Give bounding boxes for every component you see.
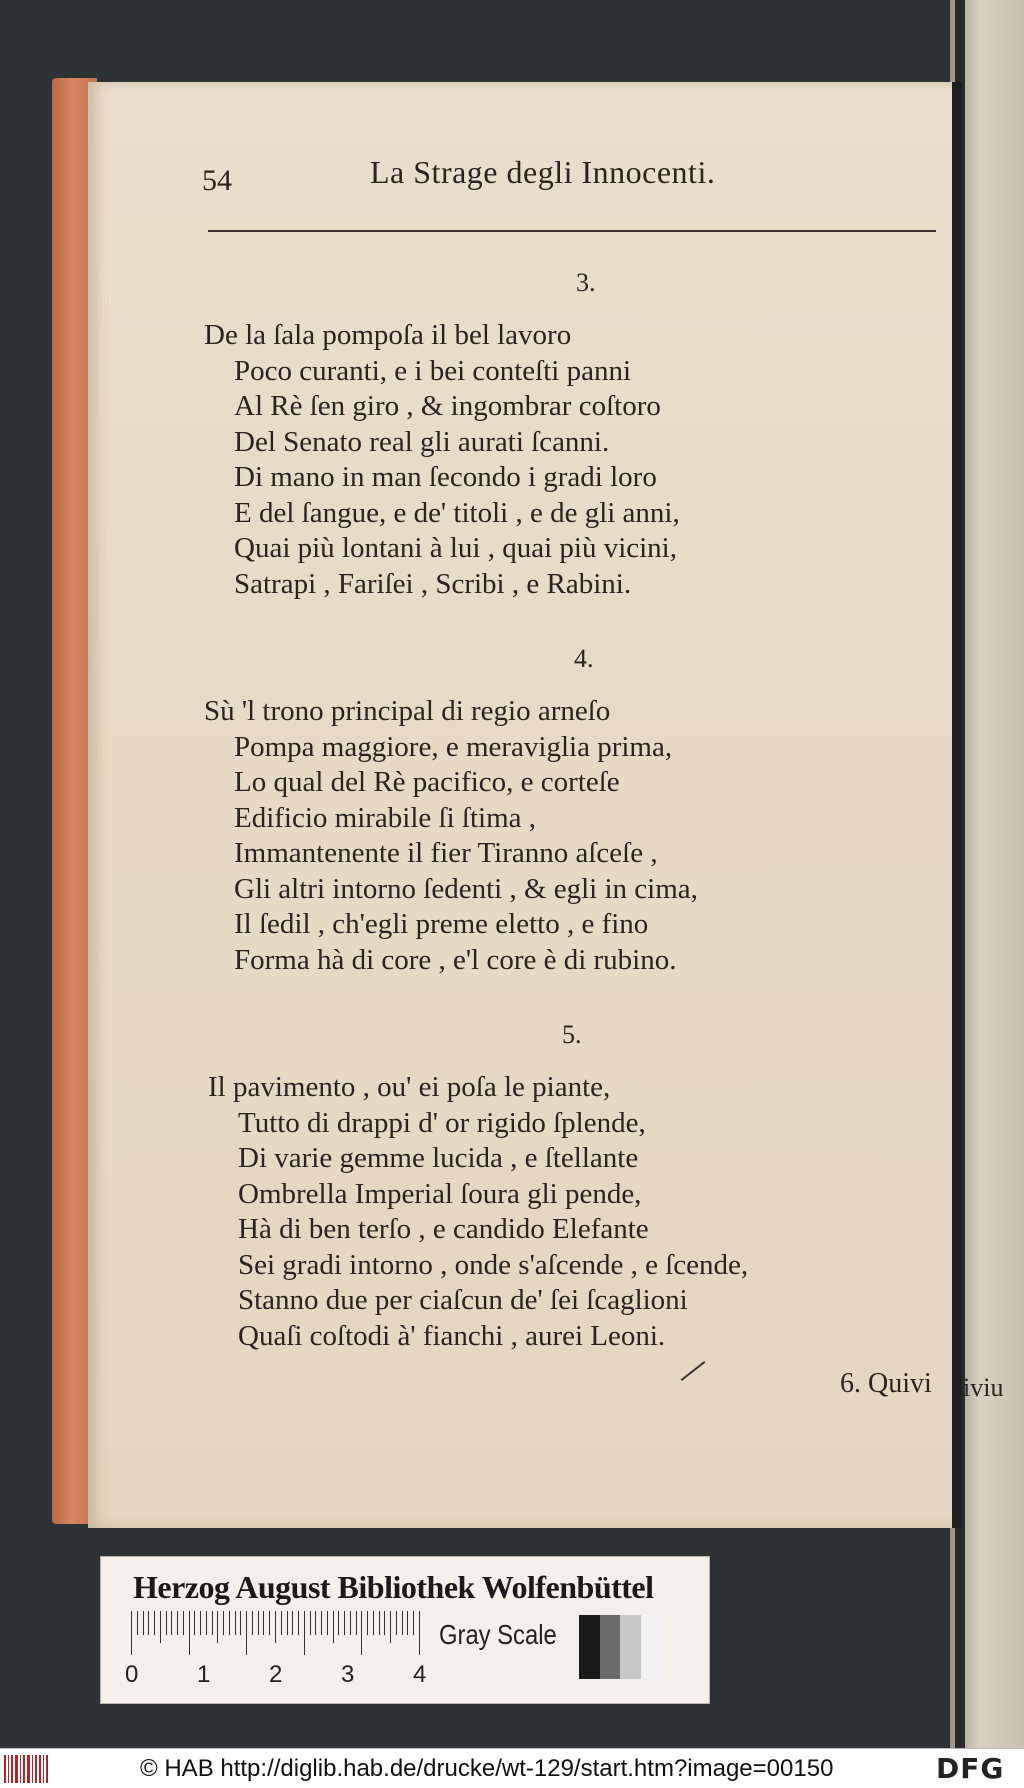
verse-line: Il pavimento , ou' ei poſa le piante, bbox=[208, 1071, 611, 1103]
verse-line: Quai più lontani à lui , quai più vicini, bbox=[234, 532, 677, 564]
ruler-tick bbox=[131, 1611, 132, 1655]
ruler-tick bbox=[240, 1611, 241, 1635]
ruler-tick bbox=[148, 1611, 149, 1635]
ruler-tick bbox=[235, 1611, 236, 1635]
scale-label: 3 bbox=[341, 1661, 355, 1688]
ruler-tick bbox=[327, 1611, 328, 1635]
ruler-tick bbox=[373, 1611, 374, 1635]
ruler-tick bbox=[183, 1611, 184, 1635]
verse-line: Poco curanti, e i bei conteſti panni bbox=[234, 354, 632, 387]
hab-barcode-logo-icon bbox=[4, 1755, 48, 1783]
stanza-4 bbox=[204, 694, 698, 978]
verse-line: Hà di ben terſo , e candido Elefante bbox=[238, 1213, 649, 1245]
verse-line: Pompa maggiore, e meraviglia prima, bbox=[234, 730, 673, 763]
ruler-tick bbox=[160, 1611, 161, 1643]
book-page bbox=[88, 82, 958, 1528]
scale-label: 4 bbox=[413, 1661, 427, 1688]
gray-scale-label: Gray Scale bbox=[439, 1619, 557, 1650]
ruler-tick bbox=[396, 1611, 397, 1635]
stanza-number: 4. bbox=[574, 644, 594, 673]
verse-line: Edificio mirabile ſi ſtima , bbox=[234, 801, 537, 834]
scale-ruler bbox=[131, 1611, 421, 1655]
gray-swatch bbox=[620, 1615, 641, 1679]
ruler-tick bbox=[356, 1611, 357, 1635]
ruler-tick bbox=[379, 1611, 380, 1635]
ruler-tick bbox=[189, 1611, 190, 1655]
ruler-tick bbox=[287, 1611, 288, 1635]
verse-line: Lo qual del Rè pacifico, e corteſe bbox=[234, 766, 620, 798]
ruler-tick bbox=[137, 1611, 138, 1635]
header-rule bbox=[208, 230, 936, 232]
gray-swatch bbox=[641, 1615, 662, 1679]
ruler-tick bbox=[413, 1611, 414, 1635]
verse-line: Del Senato real gli aurati ſcanni. bbox=[234, 425, 610, 458]
ruler-tick bbox=[143, 1611, 144, 1635]
ruler-tick bbox=[212, 1611, 213, 1635]
verse-line: Sù 'l trono principal di regio arneſo bbox=[204, 695, 611, 727]
ruler-tick bbox=[258, 1611, 259, 1635]
ruler-tick bbox=[200, 1611, 201, 1635]
stanza-number: 5. bbox=[562, 1020, 582, 1049]
ruler-tick bbox=[229, 1611, 230, 1635]
verse-line: Ombrella Imperial ſoura gli pende, bbox=[238, 1177, 642, 1210]
ruler-tick bbox=[263, 1611, 264, 1635]
dfg-logo: DFG bbox=[936, 1752, 1005, 1785]
gray-swatch bbox=[579, 1615, 600, 1679]
facing-page-fragment: iviu bbox=[963, 1373, 1004, 1402]
stanza-3 bbox=[204, 318, 680, 602]
verse-line: De la ſala pompoſa il bel lavoro bbox=[204, 319, 572, 351]
verse-line: Stanno due per ciaſcun de' ſei ſcaglioni bbox=[238, 1284, 688, 1316]
ruler-tick bbox=[321, 1611, 322, 1635]
page-gutter bbox=[952, 82, 962, 1528]
scale-labels bbox=[125, 1661, 425, 1691]
ruler-tick bbox=[292, 1611, 293, 1635]
ruler-tick bbox=[217, 1611, 218, 1643]
gray-scale-swatches bbox=[579, 1615, 661, 1679]
ruler-tick bbox=[333, 1611, 334, 1643]
stanza-5 bbox=[208, 1070, 748, 1354]
verse-line: Forma hà di core , e'l core è di rubino. bbox=[234, 943, 677, 976]
verse-line: Satrapi , Fariſei , Scribi , e Rabini. bbox=[234, 567, 632, 600]
verse-line: Immantenente il fier Tiranno aſceſe , bbox=[234, 837, 658, 869]
scale-label: 1 bbox=[197, 1661, 211, 1688]
verse-line: E del ſangue, e de' titoli , e de gli anni, bbox=[234, 496, 680, 529]
ruler-tick bbox=[269, 1611, 270, 1635]
ruler-tick bbox=[298, 1611, 299, 1635]
catchword: 6. Quivi bbox=[840, 1368, 932, 1399]
verse-line: Il ſedil , ch'egli preme eletto , e fino bbox=[234, 908, 649, 940]
ruler-tick bbox=[402, 1611, 403, 1635]
ruler-tick bbox=[310, 1611, 311, 1635]
ruler-tick bbox=[275, 1611, 276, 1643]
ruler-tick bbox=[206, 1611, 207, 1635]
ruler-tick bbox=[367, 1611, 368, 1635]
scale-label: 2 bbox=[269, 1661, 283, 1688]
ruler-tick bbox=[315, 1611, 316, 1635]
running-title: La Strage degli Innocenti. bbox=[370, 154, 716, 190]
verse-line: Al Rè ſen giro , & ingombrar coſtoro bbox=[234, 390, 661, 422]
ruler-tick bbox=[246, 1611, 247, 1655]
ruler-tick bbox=[407, 1611, 408, 1635]
ruler-tick bbox=[344, 1611, 345, 1635]
ruler-tick bbox=[194, 1611, 195, 1635]
gray-swatch bbox=[600, 1615, 621, 1679]
ruler-tick bbox=[338, 1611, 339, 1635]
ruler-tick bbox=[281, 1611, 282, 1635]
ruler-tick bbox=[384, 1611, 385, 1635]
scale-label: 0 bbox=[125, 1661, 139, 1688]
ruler-tick bbox=[304, 1611, 305, 1655]
ruler-tick bbox=[177, 1611, 178, 1635]
ruler-tick bbox=[154, 1611, 155, 1635]
verse-line: Quaſi coſtodi à' fianchi , aurei Leoni. bbox=[238, 1319, 666, 1352]
ruler-tick bbox=[166, 1611, 167, 1635]
library-name: Herzog August Bibliothek Wolfenbüttel bbox=[133, 1569, 654, 1605]
ruler-tick bbox=[223, 1611, 224, 1635]
verse-line: Di varie gemme lucida , e ſtellante bbox=[238, 1142, 639, 1174]
footer bbox=[0, 1748, 1024, 1788]
ruler-tick bbox=[419, 1611, 420, 1655]
ink-mark bbox=[681, 1361, 706, 1381]
stanza-number: 3. bbox=[576, 268, 596, 297]
ruler-tick bbox=[252, 1611, 253, 1635]
citation-link[interactable]: © HAB http://diglib.hab.de/drucke/wt-129/start.htm?image=00150 bbox=[140, 1755, 834, 1782]
verse-line: Tutto di drappi d' or rigido ſplende, bbox=[238, 1106, 646, 1139]
verse-line: Di mano in man ſecondo i gradi loro bbox=[234, 461, 657, 493]
ruler-tick bbox=[171, 1611, 172, 1635]
verse-line: Sei gradi intorno , onde s'aſcende , e ſcende, bbox=[238, 1248, 749, 1281]
ruler-tick bbox=[361, 1611, 362, 1655]
verse-line: Gli altri intorno ſedenti , & egli in cima, bbox=[234, 872, 698, 905]
color-calibration-bar bbox=[100, 1556, 710, 1704]
page-number: 54 bbox=[202, 164, 232, 197]
ruler-tick bbox=[390, 1611, 391, 1643]
ruler-tick bbox=[350, 1611, 351, 1635]
